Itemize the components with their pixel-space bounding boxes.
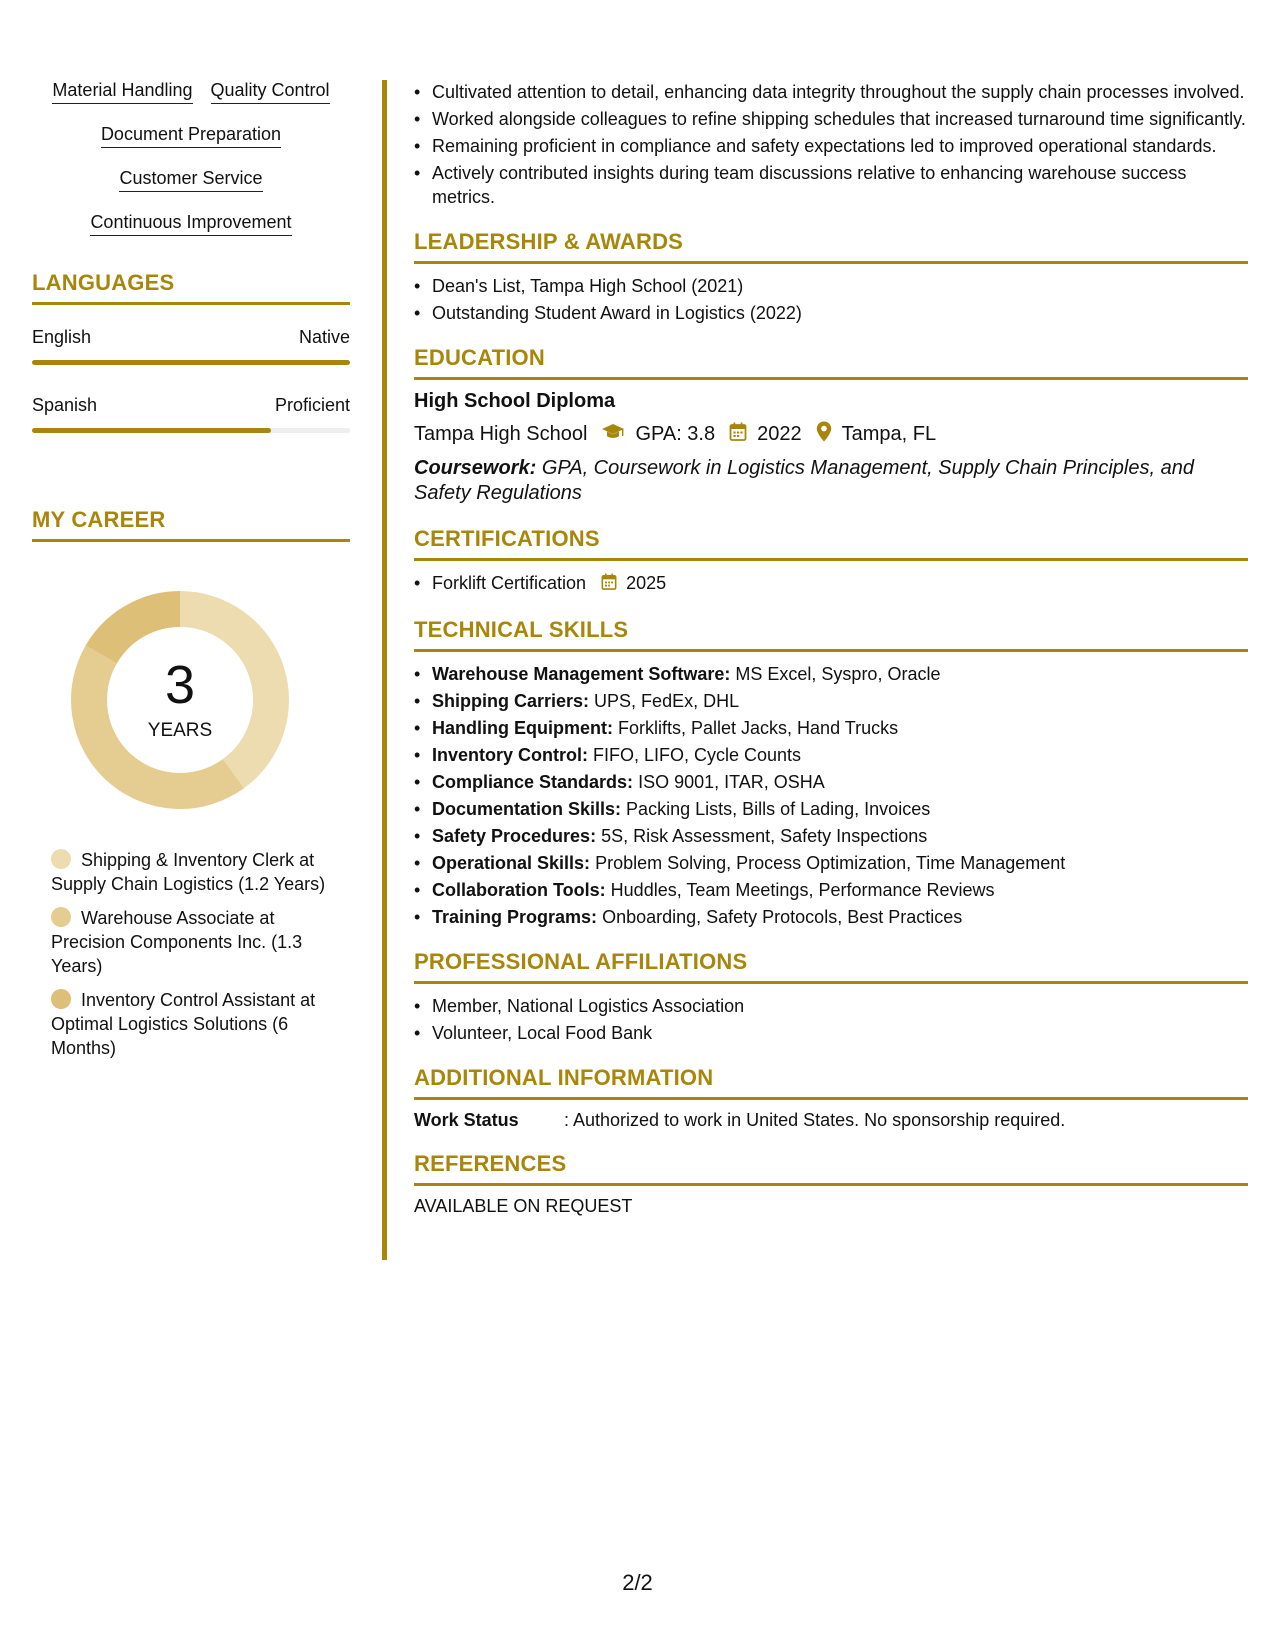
skill-label: Warehouse Management Software: [432, 664, 731, 684]
affiliation-item: • Volunteer, Local Food Bank [432, 1021, 1248, 1045]
career-section [32, 507, 350, 1060]
technical-skill-item [432, 797, 1248, 821]
right-column [414, 80, 1248, 1217]
skill-value: Problem Solving, Process Optimization, Time Management [595, 853, 1066, 873]
technical-skill-item [432, 824, 1248, 848]
technical-skills-title: TECHNICAL SKILLS [414, 617, 1248, 652]
skill-label: Compliance Standards: [432, 772, 634, 792]
leadership-title: LEADERSHIP & AWARDS [414, 229, 1248, 264]
skill-label: Shipping Carriers: [432, 691, 590, 711]
experience-bullet: • Worked alongside colleagues to refine shipping schedules that increased turnaround time significantly. [432, 107, 1248, 131]
skill-label: Inventory Control: [432, 745, 588, 765]
languages-section [32, 270, 350, 433]
certification-item [432, 571, 1248, 597]
skill-tag: Continuous Improvement [90, 212, 291, 236]
skill-tag: Quality Control [211, 80, 330, 104]
experience-bullet: • Actively contributed insights during team discussions relative to enhancing warehouse success metrics. [432, 161, 1248, 209]
affiliation-item: • Member, National Logistics Association [432, 994, 1248, 1018]
legend-label: Warehouse Associate at Precision Components Inc. (1.3 Years) [51, 908, 303, 976]
skill-value: Packing Lists, Bills of Lading, Invoices [626, 799, 931, 819]
work-status-label: Work Status [414, 1110, 519, 1130]
page-number: 2/2 [622, 1570, 653, 1595]
certifications-section [414, 526, 1248, 597]
skill-label: Operational Skills: [432, 853, 591, 873]
education-year: 2022 [757, 423, 802, 445]
language-row [32, 395, 350, 416]
calendar-icon [729, 422, 747, 448]
references-title: REFERENCES [414, 1151, 1248, 1186]
legend-dot [51, 907, 71, 927]
calendar-icon [601, 573, 617, 597]
skill-tag: Material Handling [52, 80, 192, 104]
work-status-row [414, 1110, 1248, 1131]
skill-value: Huddles, Team Meetings, Performance Reviews [610, 880, 995, 900]
coursework-label: Coursework: [414, 457, 537, 479]
technical-skill-item [432, 662, 1248, 686]
career-donut [66, 586, 294, 814]
column-divider [382, 80, 387, 1260]
leadership-item: • Dean's List, Tampa High School (2021) [432, 274, 1248, 298]
skill-tag: Document Preparation [101, 124, 281, 148]
leadership-section [414, 229, 1248, 325]
skill-value: 5S, Risk Assessment, Safety Inspections [601, 826, 928, 846]
legend-item [51, 848, 329, 896]
certification-year: 2025 [626, 573, 667, 593]
technical-skill-item [432, 716, 1248, 740]
education-gpa: GPA: 3.8 [635, 423, 716, 445]
language-name: English [32, 327, 92, 347]
education-location: Tampa, FL [841, 423, 937, 445]
legend-item [51, 906, 329, 978]
legend-dot [51, 849, 71, 869]
location-pin-icon [816, 421, 832, 448]
technical-skill-item [432, 851, 1248, 875]
skill-value: ISO 9001, ITAR, OSHA [638, 772, 825, 792]
language-level: Native [298, 327, 350, 347]
legend-label: Inventory Control Assistant at Optimal Logistics Solutions (6 Months) [51, 990, 316, 1058]
skill-value: MS Excel, Syspro, Oracle [735, 664, 941, 684]
language-bar-fill [32, 360, 350, 365]
technical-skills-list [414, 662, 1248, 929]
technical-skills-section [414, 617, 1248, 929]
experience-bullet: • Cultivated attention to detail, enhancing data integrity throughout the supply chain processes involved. [432, 80, 1248, 104]
legend-item [51, 988, 329, 1060]
technical-skill-item [432, 689, 1248, 713]
skill-tag: Customer Service [119, 168, 262, 192]
education-meta [414, 421, 1248, 448]
leadership-list [414, 274, 1248, 325]
education-degree: High School Diploma [414, 390, 616, 412]
additional-info-section [414, 1065, 1248, 1131]
legend-dot [51, 989, 71, 1009]
technical-skill-item [432, 905, 1248, 929]
technical-skill-item [432, 770, 1248, 794]
skill-label: Documentation Skills: [432, 799, 622, 819]
education-school: Tampa High School [414, 423, 588, 445]
experience-bullet: • Remaining proficient in compliance and safety expectations led to improved operational standards. [432, 134, 1248, 158]
skill-value: FIFO, LIFO, Cycle Counts [593, 745, 802, 765]
skill-label: Collaboration Tools: [432, 880, 606, 900]
affiliations-title: PROFESSIONAL AFFILIATIONS [414, 949, 1248, 984]
references-text: AVAILABLE ON REQUEST [414, 1196, 633, 1216]
education-coursework [414, 456, 1248, 506]
language-name: Spanish [32, 395, 98, 415]
graduation-cap-icon [601, 423, 625, 447]
career-legend [51, 848, 329, 1060]
skill-label: Handling Equipment: [432, 718, 613, 738]
skill-tags [32, 80, 350, 236]
languages-title: LANGUAGES [32, 270, 350, 305]
skill-value: UPS, FedEx, DHL [594, 691, 740, 711]
language-bar [32, 360, 350, 365]
skill-value: Onboarding, Safety Protocols, Best Practices [602, 907, 963, 927]
affiliations-list [414, 994, 1248, 1045]
career-total-unit: YEARS [147, 720, 213, 741]
education-section [414, 345, 1248, 506]
coursework-text: GPA, Coursework in Logistics Management, Supply Chain Principles, and Safety Regulations [414, 457, 1194, 504]
left-column [32, 80, 350, 1070]
experience-bullets [414, 80, 1248, 209]
legend-label: Shipping & Inventory Clerk at Supply Chain Logistics (1.2 Years) [51, 850, 326, 894]
career-title: MY CAREER [32, 507, 350, 542]
certifications-list [414, 571, 1248, 597]
career-total-number: 3 [164, 655, 196, 715]
references-section [414, 1151, 1248, 1217]
skill-label: Safety Procedures: [432, 826, 597, 846]
education-title: EDUCATION [414, 345, 1248, 380]
language-row [32, 327, 350, 348]
language-bar [32, 428, 350, 433]
work-status-value: : Authorized to work in United States. No sponsorship required. [564, 1110, 1066, 1130]
donut-center [66, 586, 294, 814]
language-level: Proficient [274, 395, 350, 415]
additional-info-title: ADDITIONAL INFORMATION [414, 1065, 1248, 1100]
skill-label: Training Programs: [432, 907, 598, 927]
language-bar-fill [32, 428, 271, 433]
technical-skill-item [432, 878, 1248, 902]
affiliations-section [414, 949, 1248, 1045]
certifications-title: CERTIFICATIONS [414, 526, 1248, 561]
leadership-item: • Outstanding Student Award in Logistics (2022) [432, 301, 1248, 325]
certification-name: Forklift Certification [432, 573, 587, 593]
technical-skill-item [432, 743, 1248, 767]
skill-value: Forklifts, Pallet Jacks, Hand Trucks [618, 718, 899, 738]
